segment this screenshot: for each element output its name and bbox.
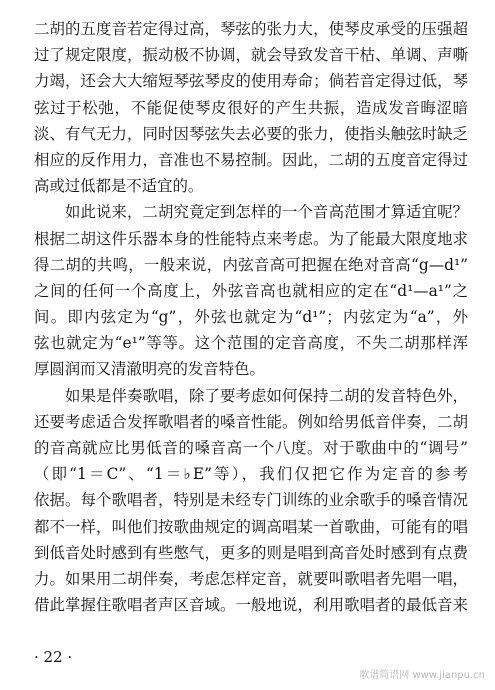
text-line: 之间的任何一个高度上，外弦音高也就相应的定在“d¹—a¹”之 [34, 281, 468, 300]
text-line: 根据二胡这件乐器本身的性能特点来考虑。为了能最大限度地求 [34, 229, 468, 248]
text-line: 厚圆润而又清澈明亮的发音特色。 [34, 360, 265, 379]
text-line: 的音高就应比男低音的嗓音高一个八度。对于歌曲中的“调号” [34, 439, 468, 457]
watermark-text: 歌谱简谱网 www.jianpu.cn [359, 670, 485, 681]
text-line: 得二胡的共鸣，一般来说，内弦音高可把握在绝对音高“g—d¹” [34, 255, 468, 274]
text-line: 如此说来，二胡究竟定到怎样的一个音高范围才算适宜呢？ [65, 203, 468, 222]
text-line: 弦过于松弛，不能促使琴皮很好的产生共振，造成发音晦涩暗 [34, 98, 468, 117]
body-text [34, 16, 468, 618]
text-line: 借此掌握住歌唱者声区音域。一般地说，利用歌唱者的最低音来 [34, 596, 468, 615]
text-line: 还要考虑适合发挥歌唱者的嗓音性能。例如给男低音伴奏，二胡 [34, 412, 468, 431]
text-line: 过了规定限度，振动极不协调，就会导致发音干枯、单调、声嘶 [34, 46, 468, 65]
text-line: （即“1＝C”、“1＝♭E”等），我们仅把它作为定音的参考 [34, 465, 468, 484]
text-line: 相应的反作用力，音准也不易控制。因此，二胡的五度音定得过 [34, 150, 468, 169]
text-line: 淡、有气无力，同时因琴弦失去必要的张力，使指头触弦时缺乏 [34, 124, 468, 143]
text-line: 力竭，还会大大缩短琴弦琴皮的使用寿命；倘若音定得过低，琴 [34, 72, 468, 91]
text-line: 力。如果用二胡伴奏，考虑怎样定音，就要叫歌唱者先唱一唱， [34, 569, 468, 588]
text-line: 二胡的五度音若定得过高，琴弦的张力大，使琴皮承受的压强超 [34, 20, 468, 38]
text-line: 都不一样，叫他们按歌曲规定的调高唱某一首歌曲，可能有的唱 [34, 517, 468, 536]
text-line: 如果是伴奏歌唱，除了要考虑如何保持二胡的发音特色外， [65, 386, 468, 405]
text-line: 依据。每个歌唱者，特别是未经专门训练的业余歌手的嗓音情况 [34, 491, 468, 510]
text-line: 弦也就定为“e¹”等等。这个范围的定音高度，不失二胡那样浑 [34, 334, 468, 353]
page-number: · 22 · [34, 648, 73, 666]
text-line: 高或过低都是不适宜的。 [34, 177, 204, 196]
text-line: 间。即内弦定为“g”，外弦也就定为“d¹”；内弦定为“a”，外 [34, 308, 468, 327]
text-line: 到低音处时感到有些憋气，更多的则是唱到高音处时感到有点费 [34, 543, 468, 562]
